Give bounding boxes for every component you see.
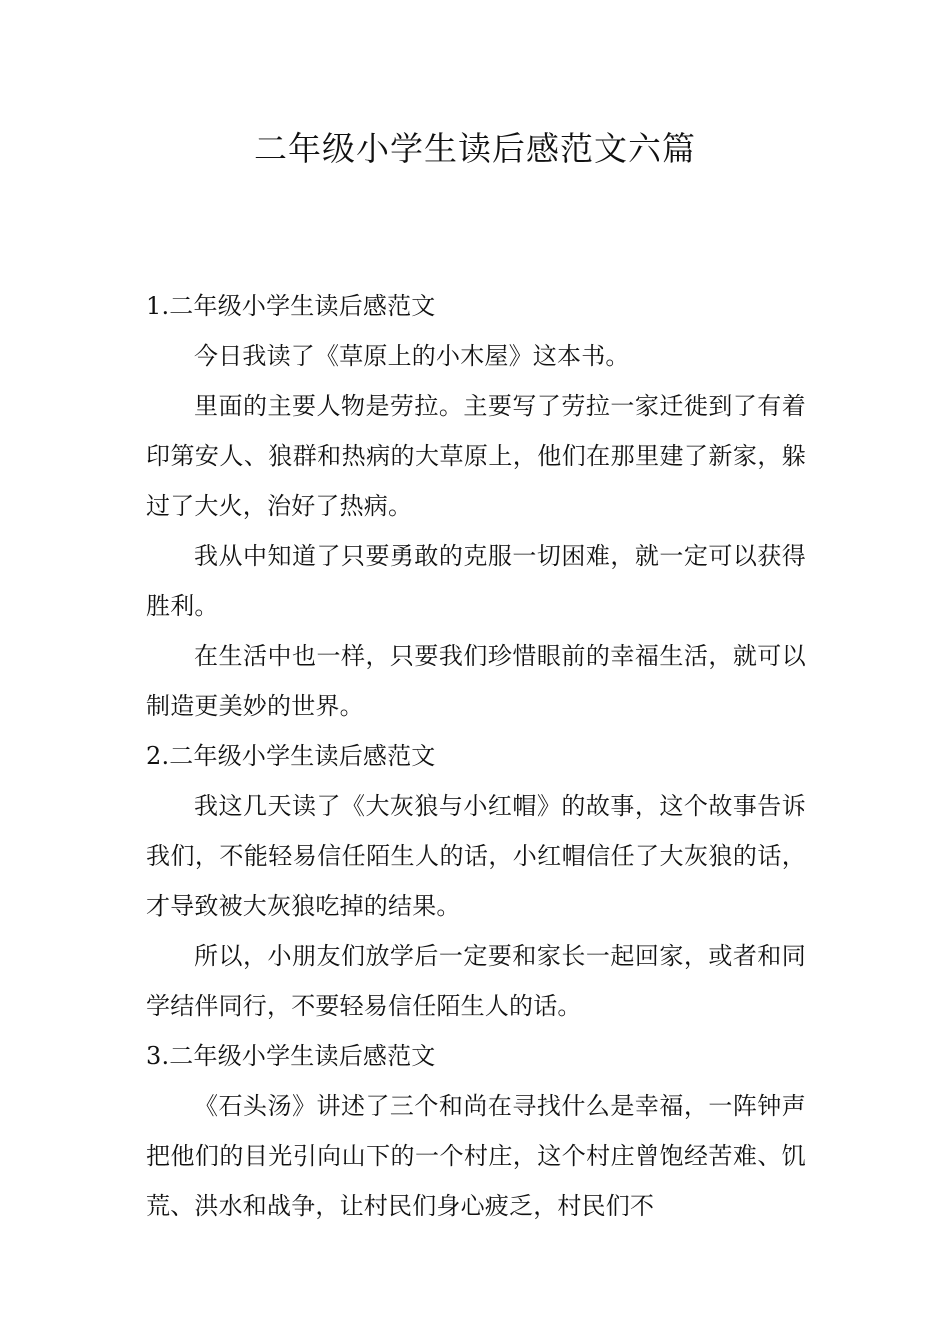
paragraph: 在生活中也一样，只要我们珍惜眼前的幸福生活，就可以制造更美妙的世界。	[146, 642, 806, 720]
paragraph: 今日我读了《草原上的小木屋》这本书。	[194, 342, 630, 370]
section	[146, 281, 806, 731]
section-heading: 1.二年级小学生读后感范文	[146, 292, 436, 320]
paragraph: 《石头汤》讲述了三个和尚在寻找什么是幸福，一阵钟声把他们的目光引向山下的一个村庄，这个村庄曾饱经苦难、饥荒、洪水和战争，让村民们身心疲乏，村民们不	[146, 1092, 806, 1220]
document-body	[146, 281, 806, 1231]
section-heading: 3.二年级小学生读后感范文	[146, 1042, 436, 1070]
paragraph: 我从中知道了只要勇敢的克服一切困难，就一定可以获得胜利。	[146, 542, 806, 620]
paragraph: 所以，小朋友们放学后一定要和家长一起回家，或者和同学结伴同行，不要轻易信任陌生人的话。	[146, 942, 806, 1020]
section	[146, 1031, 806, 1231]
paragraph: 里面的主要人物是劳拉。主要写了劳拉一家迁徙到了有着印第安人、狼群和热病的大草原上，他们在那里建了新家，躲过了大火，治好了热病。	[146, 392, 806, 520]
document-title: 二年级小学生读后感范文六篇	[254, 129, 696, 168]
section	[146, 731, 806, 1031]
section-heading: 2.二年级小学生读后感范文	[146, 742, 436, 770]
paragraph: 我这几天读了《大灰狼与小红帽》的故事，这个故事告诉我们，不能轻易信任陌生人的话，小红帽信任了大灰狼的话，才导致被大灰狼吃掉的结果。	[146, 792, 806, 920]
